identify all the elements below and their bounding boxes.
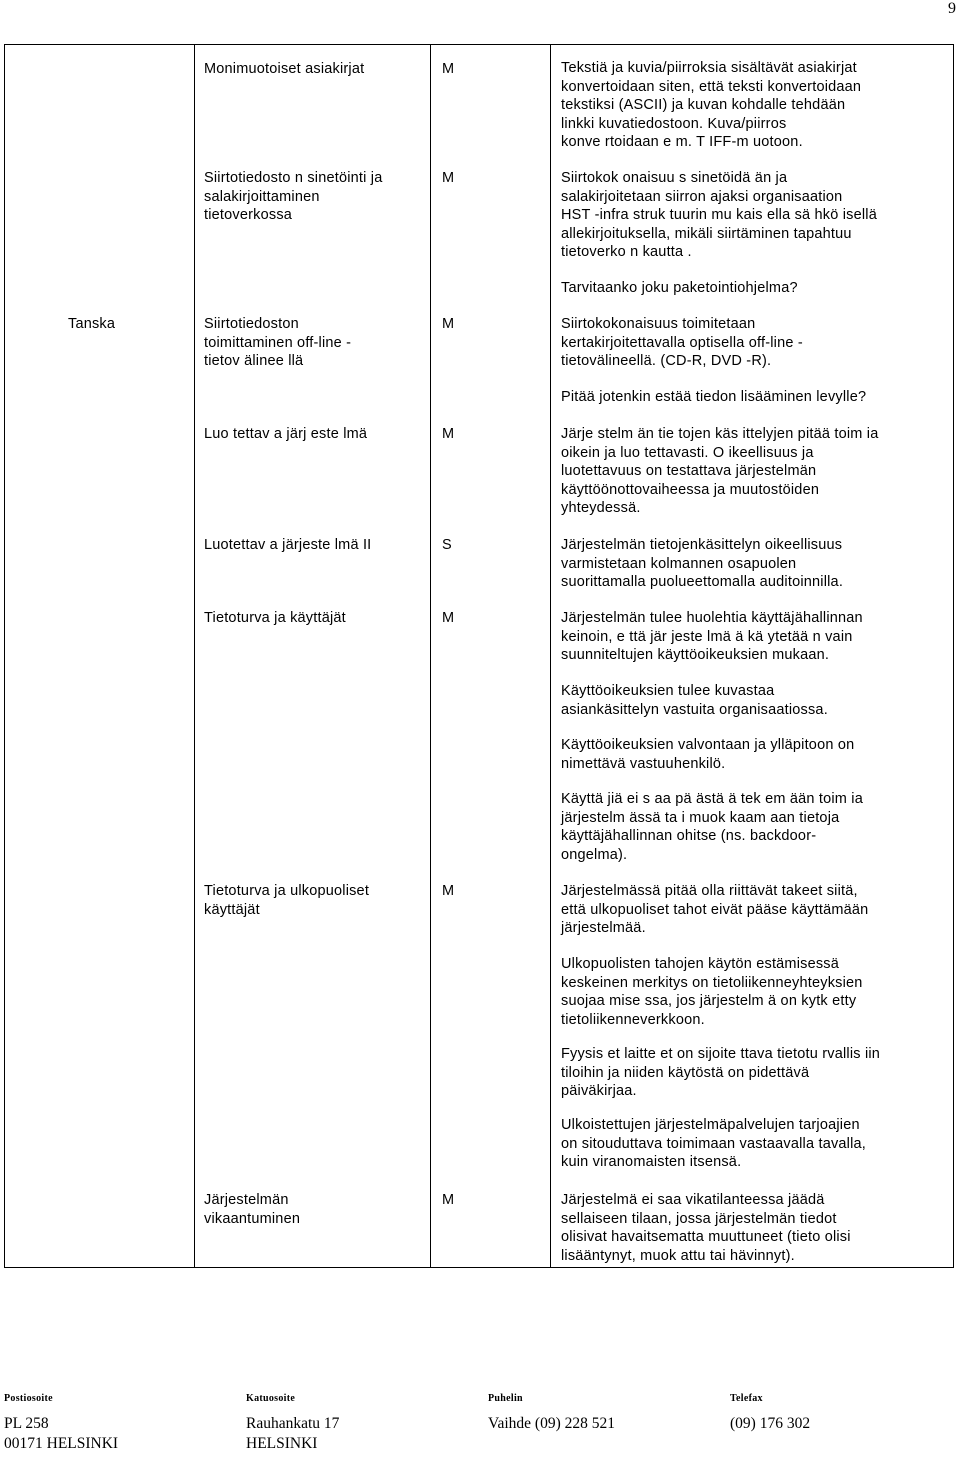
- requirement-cell: Luo tettav a järj este lmä: [204, 426, 368, 442]
- footer-heading: Telefax: [730, 1393, 763, 1404]
- description-paragraph: Järje stelm än tie tojen käs ittelyjen pitää toim ia oikein ja luo tettavasti. O ikeellisuus ja luotettavuus on testattava järjestelmän käyttöönottovaiheessa ja muutostöiden yhteydessä.: [561, 426, 879, 516]
- footer-line: PL 258: [4, 1415, 49, 1432]
- description-paragraph: Järjestelmä ei saa vikatilanteessa jäädä sellaiseen tilaan, jossa järjestelmän tiedot olisivat havaitsematta muuttuneet (tieto olisi lisääntynyt, muok attu tai hävinnyt).: [561, 1192, 851, 1264]
- description-paragraph: Järjestelmässä pitää olla riittävät takeet siitä, että ulkopuoliset tahot eivät pääse käyttämään järjestelmää.: [561, 883, 869, 936]
- description-paragraph: Järjestelmän tulee huolehtia käyttäjähallinnan keinoin, e ttä jär jeste lmä ä kä ytetää n vain suunniteltujen käyttöoikeuksien mukaan.: [561, 610, 863, 663]
- description-paragraph: Käyttä jiä ei s aa pä ästä ä tek em ään toim ia järjestelm ässä ta i muok kaam aan tietoja käyttäjähallinnan ohitse (ns. backdoor- ongelma).: [561, 791, 863, 863]
- description-paragraph: Käyttöoikeuksien valvontaan ja ylläpitoon on nimettävä vastuuhenkilö.: [561, 737, 855, 772]
- footer-line: Vaihde (09) 228 521: [488, 1415, 615, 1432]
- footer-fax: [730, 1393, 810, 1434]
- footer-postal-address: [4, 1393, 118, 1454]
- footer-heading: Katuosoite: [246, 1393, 296, 1404]
- page-footer: [0, 1393, 960, 1463]
- level-cell: M: [442, 61, 455, 77]
- description-paragraph: Pitää jotenkin estää tiedon lisääminen levylle?: [561, 389, 867, 405]
- description-paragraph: Siirtokok onaisuu s sinetöidä än ja salakirjoitetaan siirron ajaksi organisaation HST -infra struk tuurin mu kais ella sä hkö isellä allekirjoituksella, mikäli siirtäminen tapahtuu tietoverko n kautta .: [561, 170, 877, 260]
- description-paragraph: Fyysis et laitte et on sijoite ttava tietotu rvallis iin tiloihin ja niiden käytöstä on pidettävä päiväkirjaa.: [561, 1046, 881, 1099]
- footer-line: (09) 176 302: [730, 1415, 811, 1432]
- description-paragraph: Järjestelmän tietojenkäsittelyn oikeellisuus varmistetaan kolmannen osapuolen suorittamalla puolueettomalla auditoinnilla.: [561, 537, 844, 590]
- requirement-cell: Luotettav a järjeste lmä II: [204, 537, 372, 553]
- requirement-cell: Tietoturva ja käyttäjät: [204, 610, 346, 626]
- requirement-cell: Tietoturva ja ulkopuoliset käyttäjät: [204, 883, 370, 918]
- footer-phone: [488, 1393, 615, 1434]
- footer-line: HELSINKI: [246, 1435, 318, 1452]
- requirement-cell: Järjestelmän vikaantuminen: [204, 1192, 301, 1227]
- country-cell: Tanska: [68, 316, 116, 332]
- description-paragraph: Tarvitaanko joku paketointiohjelma?: [561, 280, 798, 296]
- column-divider: [430, 45, 431, 1267]
- level-cell: M: [442, 316, 455, 332]
- level-cell: M: [442, 883, 455, 899]
- requirement-cell: Monimuotoiset asiakirjat: [204, 61, 365, 77]
- level-cell: M: [442, 610, 455, 626]
- level-cell: S: [442, 537, 452, 553]
- footer-heading: Postiosoite: [4, 1393, 53, 1404]
- page-number: 9: [948, 0, 956, 17]
- level-cell: M: [442, 170, 455, 186]
- description-paragraph: Käyttöoikeuksien tulee kuvastaa asiankäsittelyn vastuita organisaatiossa.: [561, 683, 828, 718]
- column-divider: [194, 45, 195, 1267]
- footer-street-address: [246, 1393, 339, 1454]
- column-divider: [550, 45, 551, 1267]
- description-paragraph: Ulkopuolisten tahojen käytön estämisessä keskeinen merkitys on tietoliikenneyhteyksien suojaa mise ssa, jos järjestelm ä on kytk etty tietoliikenneverkkoon.: [561, 956, 863, 1028]
- description-paragraph: Tekstiä ja kuvia/piirroksia sisältävät asiakirjat konvertoidaan siten, että teksti konvertoidaan tekstiksi (ASCII) ja kuvan kohdalle tehdään linkki kuvatiedostoon. Kuva/piirros konve rtoidaan e m. T IFF-m uotoon.: [561, 60, 862, 150]
- level-cell: M: [442, 1192, 455, 1208]
- requirement-cell: Siirtotiedosto n sinetöinti ja salakirjoittaminen tietoverkossa: [204, 170, 383, 223]
- description-paragraph: Siirtokokonaisuus toimitetaan kertakirjoitettavalla optisella off-line - tietovälineellä. (CD-R, DVD -R).: [561, 316, 803, 369]
- footer-line: Rauhankatu 17: [246, 1415, 340, 1432]
- requirement-cell: Siirtotiedoston toimittaminen off-line - tietov älinee llä: [204, 316, 352, 369]
- level-cell: M: [442, 426, 455, 442]
- footer-line: 00171 HELSINKI: [4, 1435, 119, 1452]
- description-paragraph: Ulkoistettujen järjestelmäpalvelujen tarjoajien on sitouduttava toimimaan vastaavalla tavalla, kuin viranomaisten itsensä.: [561, 1117, 867, 1170]
- footer-heading: Puhelin: [488, 1393, 523, 1404]
